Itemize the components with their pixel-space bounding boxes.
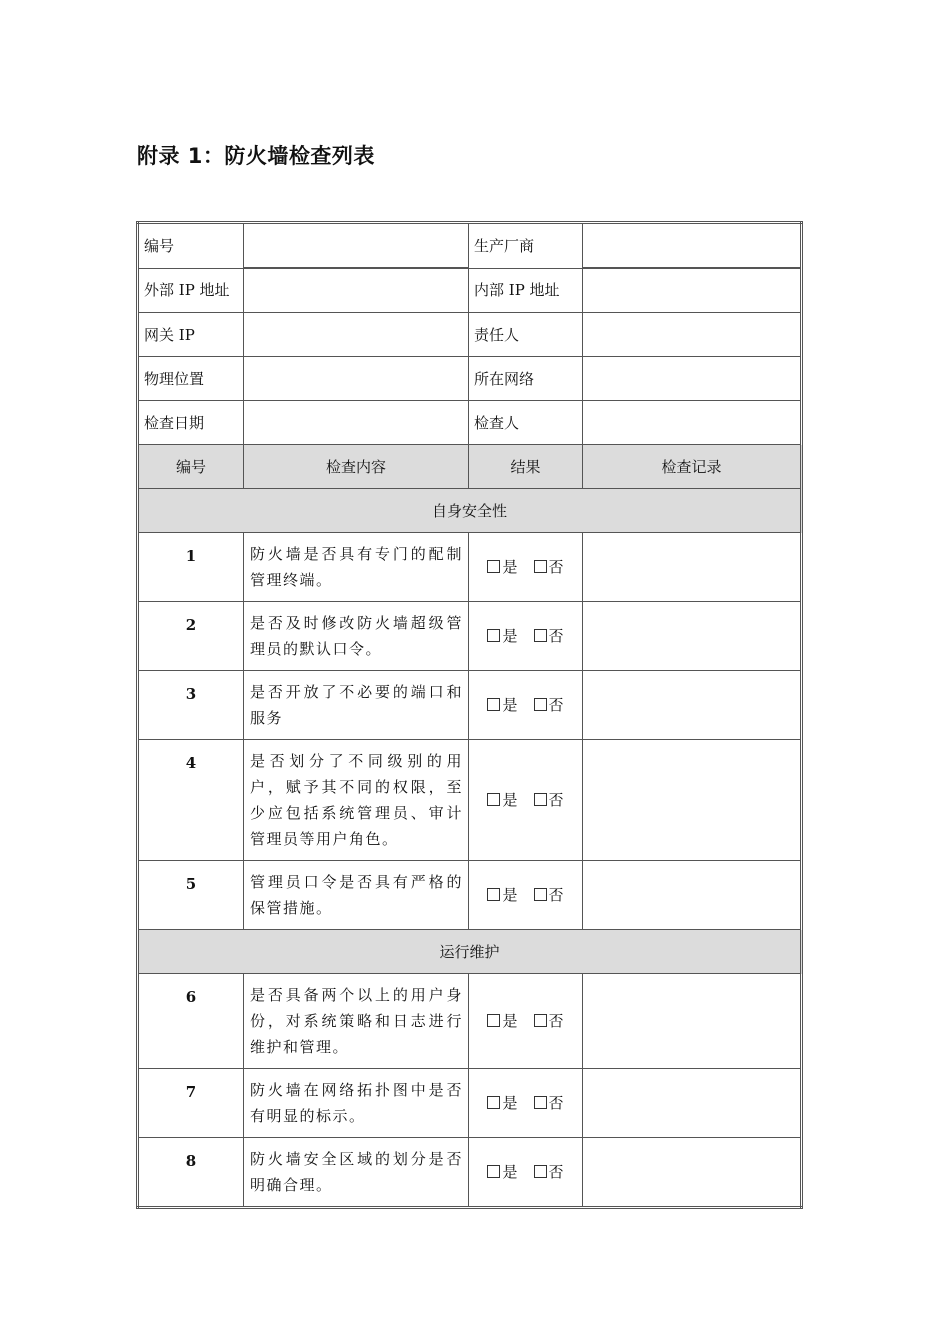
yes-label: 是: [502, 558, 518, 576]
table-row: [138, 533, 802, 602]
column-header-content: 检查内容: [244, 445, 469, 489]
no-checkbox[interactable]: [534, 554, 564, 580]
info-row: [138, 357, 802, 401]
checkbox-empty-icon: [534, 629, 547, 642]
item-number: 2: [138, 602, 244, 671]
item-number: 3: [138, 671, 244, 740]
yes-checkbox[interactable]: [487, 692, 517, 718]
yes-label: 是: [502, 627, 518, 645]
checkbox-empty-icon: [487, 793, 500, 806]
yes-label: 是: [502, 886, 518, 904]
item-content: 是否开放了不必要的端口和服务: [244, 671, 469, 740]
column-header-record: 检查记录: [583, 445, 802, 489]
table-row: [138, 974, 802, 1069]
checkbox-empty-icon: [534, 888, 547, 901]
section-title: 运行维护: [138, 930, 802, 974]
item-number: 5: [138, 861, 244, 930]
yes-label: 是: [502, 696, 518, 714]
info-row: [138, 268, 802, 313]
checkbox-empty-icon: [487, 1096, 500, 1109]
yes-checkbox[interactable]: [487, 1008, 517, 1034]
info-value-field[interactable]: [583, 401, 802, 445]
yes-label: 是: [502, 1012, 518, 1030]
yes-label: 是: [502, 1163, 518, 1181]
no-checkbox[interactable]: [534, 692, 564, 718]
no-label: 否: [548, 696, 564, 714]
item-number: 6: [138, 974, 244, 1069]
record-field[interactable]: [583, 740, 802, 861]
yes-label: 是: [502, 791, 518, 809]
record-field[interactable]: [583, 1069, 802, 1138]
no-label: 否: [548, 886, 564, 904]
info-value-field[interactable]: [244, 357, 469, 401]
table-row: [138, 1138, 802, 1208]
section-header-row: [138, 489, 802, 533]
record-field[interactable]: [583, 861, 802, 930]
info-label: 物理位置: [138, 357, 244, 401]
no-checkbox[interactable]: [534, 787, 564, 813]
section-header-row: [138, 930, 802, 974]
no-label: 否: [548, 1094, 564, 1112]
table-row: [138, 861, 802, 930]
checkbox-empty-icon: [534, 698, 547, 711]
info-value-field[interactable]: [583, 357, 802, 401]
no-checkbox[interactable]: [534, 623, 564, 649]
info-label: 外部 IP 地址: [138, 268, 244, 313]
info-label: 内部 IP 地址: [469, 268, 583, 313]
yes-checkbox[interactable]: [487, 1159, 517, 1185]
checkbox-empty-icon: [534, 793, 547, 806]
info-row: [138, 313, 802, 357]
no-label: 否: [548, 1163, 564, 1181]
result-options: [469, 974, 583, 1069]
info-row: [138, 223, 802, 269]
info-value-field[interactable]: [244, 268, 469, 313]
column-header-result: 结果: [469, 445, 583, 489]
item-content: 是否具备两个以上的用户身份，对系统策略和日志进行维护和管理。: [244, 974, 469, 1069]
item-number: 1: [138, 533, 244, 602]
record-field[interactable]: [583, 671, 802, 740]
checkbox-empty-icon: [487, 560, 500, 573]
item-content: 防火墙安全区域的划分是否明确合理。: [244, 1138, 469, 1208]
table-row: [138, 602, 802, 671]
checkbox-empty-icon: [534, 1165, 547, 1178]
checkbox-empty-icon: [534, 1014, 547, 1027]
table-row: [138, 1069, 802, 1138]
info-value-field[interactable]: [244, 223, 469, 269]
column-header-number: 编号: [138, 445, 244, 489]
item-number: 7: [138, 1069, 244, 1138]
info-label: 网关 IP: [138, 313, 244, 357]
no-label: 否: [548, 627, 564, 645]
result-options: [469, 533, 583, 602]
checkbox-empty-icon: [487, 888, 500, 901]
firewall-checklist-table: [136, 221, 803, 1209]
yes-checkbox[interactable]: [487, 623, 517, 649]
info-value-field[interactable]: [583, 223, 802, 269]
info-value-field[interactable]: [583, 313, 802, 357]
no-checkbox[interactable]: [534, 1159, 564, 1185]
yes-checkbox[interactable]: [487, 554, 517, 580]
yes-label: 是: [502, 1094, 518, 1112]
result-options: [469, 1069, 583, 1138]
info-value-field[interactable]: [244, 313, 469, 357]
item-content: 防火墙是否具有专门的配制管理终端。: [244, 533, 469, 602]
result-options: [469, 671, 583, 740]
checkbox-empty-icon: [487, 629, 500, 642]
record-field[interactable]: [583, 602, 802, 671]
info-value-field[interactable]: [244, 401, 469, 445]
info-label: 编号: [138, 223, 244, 269]
info-label: 检查日期: [138, 401, 244, 445]
table-row: [138, 740, 802, 861]
checkbox-empty-icon: [487, 1014, 500, 1027]
item-content: 管理员口令是否具有严格的保管措施。: [244, 861, 469, 930]
info-value-field[interactable]: [583, 268, 802, 313]
yes-checkbox[interactable]: [487, 1090, 517, 1116]
no-label: 否: [548, 1012, 564, 1030]
yes-checkbox[interactable]: [487, 787, 517, 813]
item-content: 是否划分了不同级别的用户，赋予其不同的权限，至少应包括系统管理员、审计管理员等用户角色。: [244, 740, 469, 861]
checkbox-empty-icon: [534, 560, 547, 573]
table-row: [138, 671, 802, 740]
checkbox-empty-icon: [487, 698, 500, 711]
no-checkbox[interactable]: [534, 882, 564, 908]
page-title: 附录 1：防火墙检查列表: [137, 144, 375, 168]
result-options: [469, 861, 583, 930]
item-content: 是否及时修改防火墙超级管理员的默认口令。: [244, 602, 469, 671]
record-field[interactable]: [583, 533, 802, 602]
info-label: 生产厂商: [469, 223, 583, 269]
no-checkbox[interactable]: [534, 1090, 564, 1116]
column-header-row: [138, 445, 802, 489]
record-field[interactable]: [583, 974, 802, 1069]
info-label: 所在网络: [469, 357, 583, 401]
result-options: [469, 1138, 583, 1208]
no-label: 否: [548, 558, 564, 576]
no-checkbox[interactable]: [534, 1008, 564, 1034]
item-content: 防火墙在网络拓扑图中是否有明显的标示。: [244, 1069, 469, 1138]
checkbox-empty-icon: [534, 1096, 547, 1109]
yes-checkbox[interactable]: [487, 882, 517, 908]
no-label: 否: [548, 791, 564, 809]
result-options: [469, 740, 583, 861]
info-label: 检查人: [469, 401, 583, 445]
checkbox-empty-icon: [487, 1165, 500, 1178]
item-number: 8: [138, 1138, 244, 1208]
result-options: [469, 602, 583, 671]
info-label: 责任人: [469, 313, 583, 357]
record-field[interactable]: [583, 1138, 802, 1208]
section-title: 自身安全性: [138, 489, 802, 533]
item-number: 4: [138, 740, 244, 861]
info-row: [138, 401, 802, 445]
